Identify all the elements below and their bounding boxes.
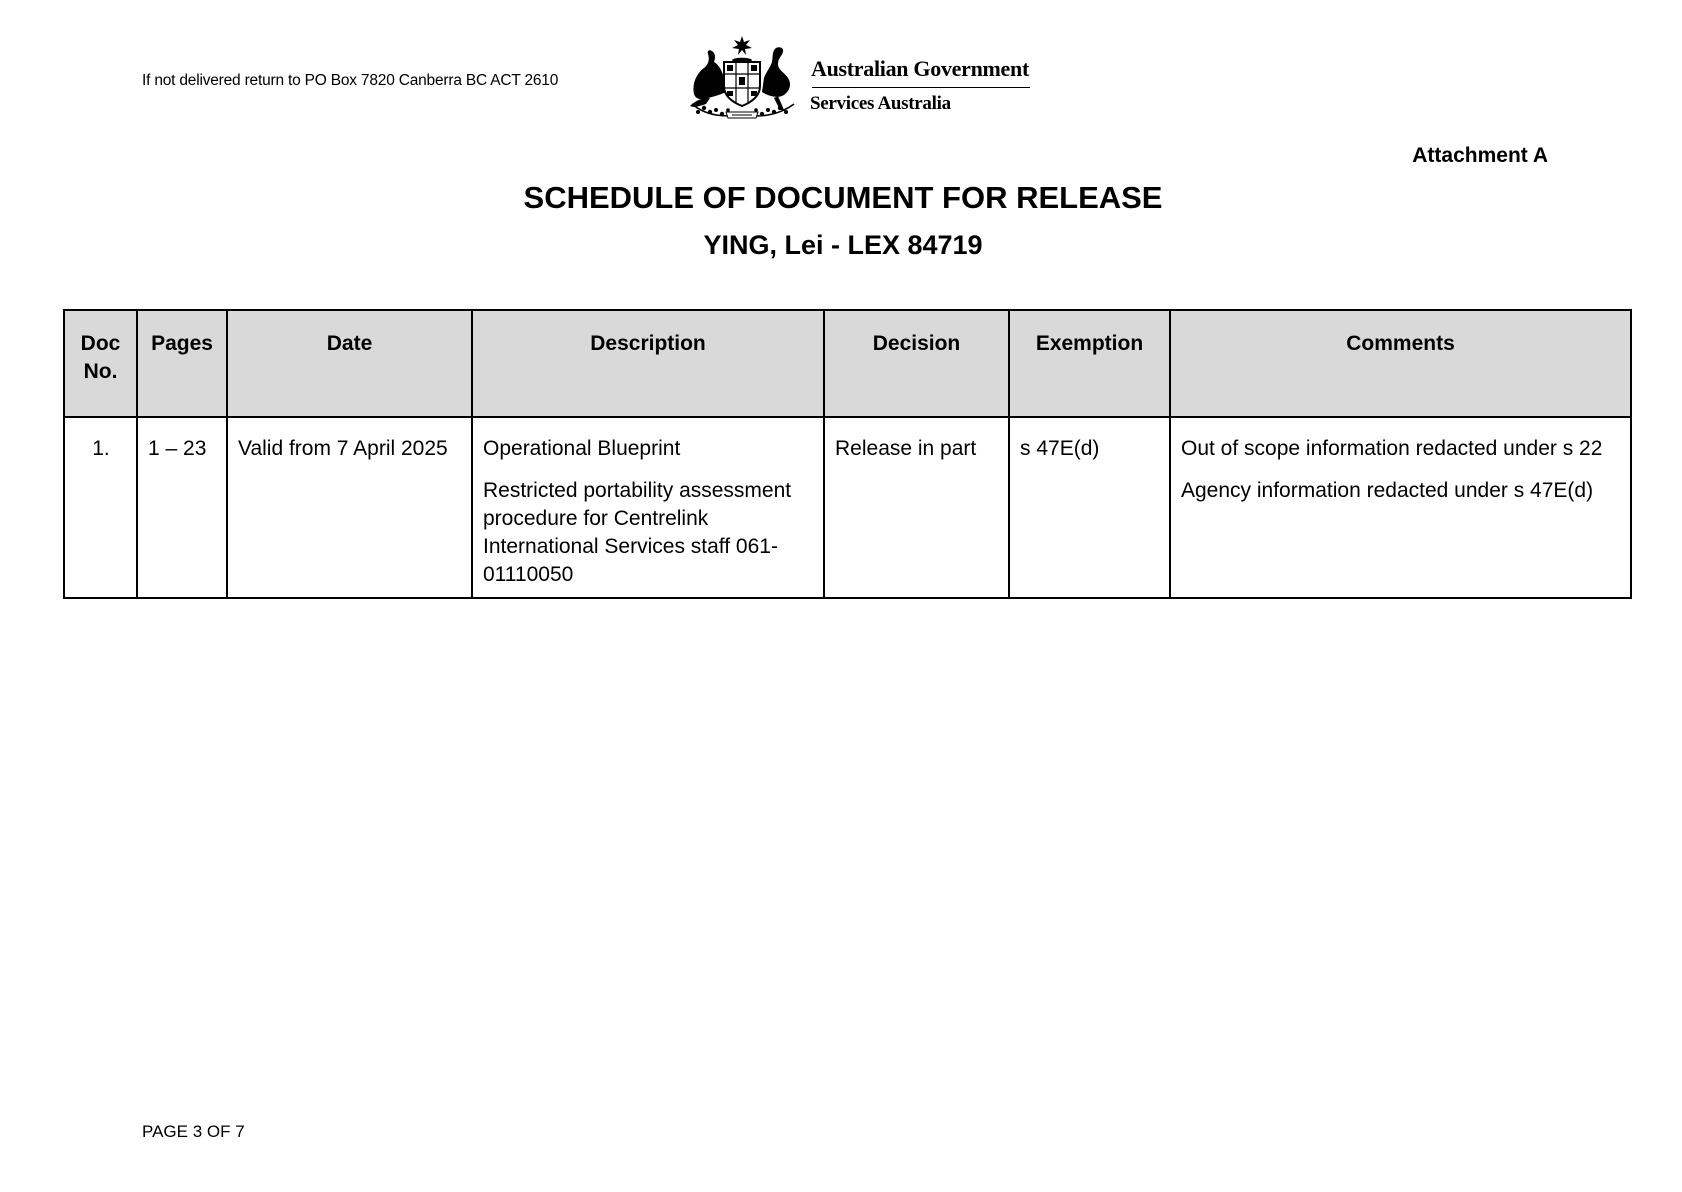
government-name: Australian Government [811, 56, 1029, 81]
header-exemption: Exemption [1009, 310, 1170, 417]
australian-coat-of-arms-icon [686, 34, 802, 120]
cell-date: Valid from 7 April 2025 [227, 417, 472, 598]
header-pages: Pages [137, 310, 227, 417]
release-schedule-table [63, 309, 1632, 599]
description-detail: Restricted portability assessment procedure for Centrelink International Services staff 061-01110050 [483, 479, 792, 586]
agency-name: Services Australia [810, 93, 951, 114]
government-logo [686, 34, 1046, 124]
header-date: Date [227, 310, 472, 417]
description-title: Operational Blueprint [483, 437, 681, 460]
attachment-label: Attachment A [1412, 144, 1548, 167]
return-address: If not delivered return to PO Box 7820 Canberra BC ACT 2610 [142, 72, 559, 89]
cell-exemption: s 47E(d) [1009, 417, 1170, 598]
table-row [64, 417, 1631, 598]
logo-divider [812, 87, 1030, 88]
table-header-row [64, 310, 1631, 417]
page-number: PAGE 3 OF 7 [142, 1122, 245, 1141]
header-decision: Decision [824, 310, 1009, 417]
cell-description [472, 417, 824, 598]
header-comments: Comments [1170, 310, 1631, 417]
cell-decision: Release in part [824, 417, 1009, 598]
header-doc-no: Doc No. [64, 310, 137, 417]
cell-doc-no: 1. [64, 417, 137, 598]
cell-pages: 1 – 23 [137, 417, 227, 598]
page-title: SCHEDULE OF DOCUMENT FOR RELEASE [523, 180, 1163, 215]
comment-line: Agency information redacted under s 47E(d) [1181, 479, 1594, 502]
cell-comments [1170, 417, 1631, 598]
page-subtitle: YING, Lei - LEX 84719 [703, 230, 983, 260]
header-description: Description [472, 310, 824, 417]
comment-line: Out of scope information redacted under s 22 [1181, 437, 1603, 460]
